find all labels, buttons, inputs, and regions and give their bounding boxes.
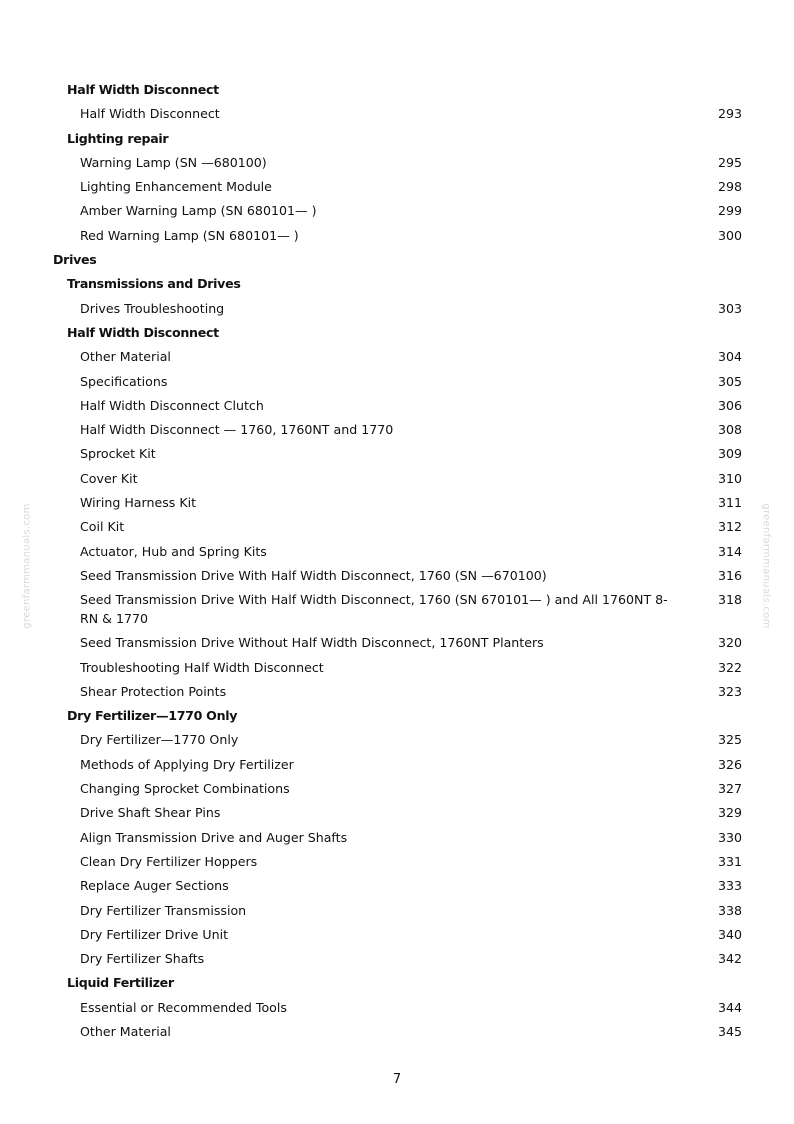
toc-page-number: 329 — [717, 805, 742, 821]
toc-entry-title: Cover Kit — [80, 470, 138, 486]
toc-page-number: 309 — [717, 446, 742, 462]
toc-entry[interactable] — [0, 222, 794, 246]
toc-entry-title: Half Width Disconnect — [80, 106, 220, 122]
toc-page-number: 306 — [717, 397, 742, 413]
toc-entry-title: Half Width Disconnect — [67, 324, 219, 340]
toc-entry-title: Actuator, Hub and Spring Kits — [80, 543, 267, 559]
watermark-right: greenfarmmanuals.com — [760, 503, 772, 629]
toc-page-number: 314 — [717, 543, 742, 559]
toc-entry[interactable] — [0, 824, 794, 848]
toc-entry-title: Dry Fertilizer—1770 Only — [80, 732, 239, 748]
toc-page-number: 312 — [717, 519, 742, 535]
toc-entry[interactable] — [0, 751, 794, 775]
toc-entry-title: Coil Kit — [80, 519, 125, 535]
toc-entry-title: Drive Shaft Shear Pins — [80, 805, 221, 821]
toc-entry[interactable] — [0, 392, 794, 416]
toc-entry-title: Half Width Disconnect — 1760, 1760NT and 1770 — [80, 422, 394, 438]
toc-section-heading[interactable] — [0, 969, 794, 993]
toc-page-number: 303 — [717, 300, 742, 316]
toc-entry-title: Methods of Applying Dry Fertilizer — [80, 756, 294, 772]
toc-page-number: 323 — [717, 683, 742, 699]
toc-entry[interactable] — [0, 100, 794, 124]
toc-section-heading[interactable] — [0, 125, 794, 149]
toc-entry-title: Amber Warning Lamp (SN 680101— ) — [80, 203, 317, 219]
toc-page-number: 300 — [717, 227, 742, 243]
toc-entry[interactable] — [0, 775, 794, 799]
toc-entry[interactable] — [0, 368, 794, 392]
watermark-left: greenfarmmanuals.com — [21, 503, 33, 629]
toc-entry-title: Sprocket Kit — [80, 446, 156, 462]
toc-entry[interactable] — [0, 654, 794, 678]
toc-page-number: 293 — [717, 106, 742, 122]
toc-page-number: 333 — [717, 878, 742, 894]
toc-entry-title: Drives — [53, 252, 97, 268]
toc-entry[interactable] — [0, 994, 794, 1018]
toc-entry-title: Lighting repair — [67, 130, 169, 146]
toc-entry-title: Lighting Enhancement Module — [80, 179, 272, 195]
toc-entry[interactable] — [0, 799, 794, 823]
toc-entry[interactable] — [0, 848, 794, 872]
toc-page-number: 344 — [717, 999, 742, 1015]
toc-entry-title: Warning Lamp (SN —680100) — [80, 154, 267, 170]
toc-entry[interactable] — [0, 343, 794, 367]
toc-entry-title: Shear Protection Points — [80, 683, 227, 699]
toc-entry-title: Replace Auger Sections — [80, 878, 229, 894]
toc-section-heading[interactable] — [0, 702, 794, 726]
toc-entry-title: Dry Fertilizer—1770 Only — [67, 708, 238, 724]
toc-section-heading[interactable] — [0, 76, 794, 100]
toc-page-number: 342 — [717, 951, 742, 967]
toc-page-number: 304 — [717, 349, 742, 365]
toc-entry-title: Seed Transmission Drive With Half Width Disconnect, 1760 (SN 670101— ) and All 1760NT 8-RN & 1770 — [80, 592, 668, 627]
toc-page-number: 310 — [717, 470, 742, 486]
toc-entry-title: Dry Fertilizer Shafts — [80, 951, 205, 967]
toc-section-heading[interactable] — [0, 319, 794, 343]
toc-entry[interactable] — [0, 897, 794, 921]
toc-entry-title: Dry Fertilizer Drive Unit — [80, 926, 229, 942]
toc-entry[interactable] — [0, 416, 794, 440]
toc-entry[interactable] — [0, 538, 794, 562]
toc-page-number: 330 — [717, 829, 742, 845]
toc-entry[interactable] — [0, 173, 794, 197]
toc-page-number: 325 — [717, 732, 742, 748]
toc-entry-title: Other Material — [80, 1023, 171, 1039]
toc-page-number: 345 — [717, 1023, 742, 1039]
toc-page-number: 338 — [717, 902, 742, 918]
toc-entry[interactable] — [0, 489, 794, 513]
toc-entry-title: Transmissions and Drives — [67, 276, 241, 292]
toc-page-number: 298 — [717, 179, 742, 195]
toc-entry[interactable] — [0, 945, 794, 969]
toc-entry[interactable] — [0, 678, 794, 702]
table-of-contents — [0, 76, 794, 1042]
toc-entry[interactable] — [0, 295, 794, 319]
toc-chapter-heading[interactable] — [0, 246, 794, 270]
toc-entry[interactable] — [0, 197, 794, 221]
toc-page-number: 340 — [717, 926, 742, 942]
toc-page-number: 318 — [717, 592, 742, 608]
toc-section-heading[interactable] — [0, 270, 794, 294]
toc-page-number: 305 — [717, 373, 742, 389]
toc-entry-title: Dry Fertilizer Transmission — [80, 902, 247, 918]
toc-entry-title: Troubleshooting Half Width Disconnect — [80, 659, 324, 675]
toc-entry-title: Specifications — [80, 373, 168, 389]
toc-entry-title: Liquid Fertilizer — [67, 975, 174, 991]
toc-entry-title: Seed Transmission Drive Without Half Width Disconnect, 1760NT Planters — [80, 635, 544, 651]
toc-page-number: 295 — [717, 154, 742, 170]
toc-entry-title: Half Width Disconnect — [67, 82, 219, 97]
toc-entry-title: Changing Sprocket Combinations — [80, 781, 290, 797]
toc-entry-title: Clean Dry Fertilizer Hoppers — [80, 853, 258, 869]
toc-entry-title: Essential or Recommended Tools — [80, 999, 287, 1015]
toc-entry[interactable] — [0, 513, 794, 537]
toc-page-number: 316 — [717, 567, 742, 583]
toc-entry[interactable] — [0, 921, 794, 945]
toc-entry[interactable] — [0, 562, 794, 586]
toc-entry[interactable] — [0, 629, 794, 653]
toc-entry[interactable] — [0, 586, 794, 629]
toc-page-number: 311 — [717, 495, 742, 511]
toc-page-number: 327 — [717, 781, 742, 797]
toc-page-number: 308 — [717, 422, 742, 438]
toc-page-number: 326 — [717, 756, 742, 772]
toc-entry-title: Other Material — [80, 349, 171, 365]
toc-entry-title: Red Warning Lamp (SN 680101— ) — [80, 227, 299, 243]
toc-entry[interactable] — [0, 726, 794, 750]
page-number: 7 — [392, 1072, 402, 1087]
toc-page-number: 331 — [717, 853, 742, 869]
toc-entry[interactable] — [0, 149, 794, 173]
toc-entry-title: Drives Troubleshooting — [80, 300, 225, 316]
toc-entry-title: Wiring Harness Kit — [80, 495, 197, 511]
toc-entry[interactable] — [0, 872, 794, 896]
toc-entry[interactable] — [0, 465, 794, 489]
toc-page-number: 322 — [717, 659, 742, 675]
toc-entry-title: Align Transmission Drive and Auger Shafts — [80, 829, 348, 845]
toc-entry[interactable] — [0, 1018, 794, 1042]
toc-page-number: 299 — [717, 203, 742, 219]
toc-entry-title: Seed Transmission Drive With Half Width Disconnect, 1760 (SN —670100) — [80, 567, 547, 583]
toc-entry-title: Half Width Disconnect Clutch — [80, 397, 264, 413]
toc-page-number: 320 — [717, 635, 742, 651]
toc-entry[interactable] — [0, 440, 794, 464]
